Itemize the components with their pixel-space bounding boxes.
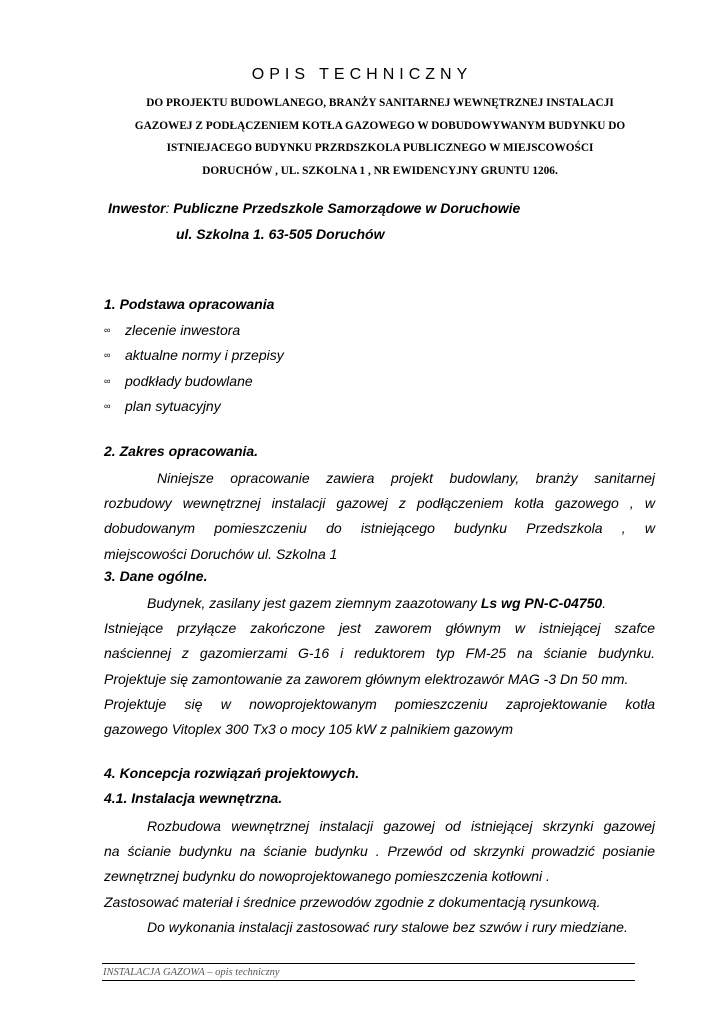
list-item — [104, 369, 284, 394]
footer-rule-top — [102, 963, 635, 964]
subtitle-line: ISTNIEJACEGO BUDYNKU PRZRDSZKOLA PUBLICZNEGO W MIEJSCOWOŚCI — [166, 142, 594, 154]
section-4-1-heading: 4.1. Instalacja wewnętrzna. — [104, 790, 283, 806]
text-line: miejscowości Doruchów ul. Szkolna 1 — [104, 545, 338, 562]
document-subtitle — [90, 92, 670, 182]
investor-line — [108, 200, 520, 216]
text-line: Do wykonania instalacji zastosować rury stalowe bez szwów i rury miedziane. — [147, 918, 628, 935]
text-line: Rozbudowa wewnętrznej instalacji gazowej od istniejącej skrzynki gazowej — [147, 818, 655, 834]
subtitle-line: DORUCHÓW , UL. SZKOLNA 1 , NR EWIDENCYJNY GRUNTU 1206. — [202, 164, 558, 177]
section-2-body — [104, 466, 655, 567]
section-3-heading: 3. Dane ogólne. — [104, 568, 208, 584]
investor-name: Publiczne Przedszkole Samorządowe w Doruchowie — [169, 200, 521, 216]
list-item — [104, 394, 284, 419]
text-line — [104, 591, 655, 616]
section-3-body — [104, 591, 655, 742]
list-item-text: podkłady budowlane — [125, 372, 253, 389]
section-4-heading: 4. Koncepcja rozwiązań projektowych. — [104, 765, 360, 781]
list-item — [104, 343, 284, 368]
text-line: dobudowanym pomieszczeniu do istniejącego budynku Przedszkola , w — [104, 520, 655, 537]
gas-standard: Ls wg PN-C-04750 — [480, 595, 603, 611]
list-item-text: zlecenie inwestora — [125, 322, 241, 338]
text-line: rozbudowy wewnętrznej instalacji gazowej z podłączeniem kotła gazowego , w — [104, 495, 655, 512]
basis-list — [104, 318, 284, 419]
text-line: naściennej z gazomierzami G-16 i reduktorem typ FM-25 na ścianie budynku. — [104, 645, 655, 662]
text-line: zewnętrznej budynku do nowoprojektowanego pomieszczenia kotłowni . — [104, 868, 550, 885]
list-item — [104, 318, 284, 343]
text-segment: . — [602, 595, 607, 611]
section-1-heading: 1. Podstawa opracowania — [104, 296, 275, 312]
page-footer: INSTALACJA GAZOWA – opis techniczny — [103, 967, 280, 978]
list-item-text: plan sytuacyjny — [125, 397, 221, 414]
text-line: Projektuje się zamontowanie za zaworem głównym elektrozawór MAG -3 Dn 50 mm. — [104, 670, 629, 687]
bullet-icon: ∞ — [104, 375, 111, 386]
investor-label: Inwestor — [108, 200, 166, 216]
text-line: Niniejsze opracowanie zawiera projekt budowlany, branży sanitarnej — [157, 470, 655, 486]
bullet-icon: ∞ — [104, 325, 111, 335]
text-line: na ścianie budynku na ścianie budynku . Przewód od skrzynki prowadzić posianie — [104, 843, 655, 860]
text-line: gazowego Vitoplex 300 Tx3 o mocy 105 kW z palnikiem gazowym — [104, 720, 514, 737]
text-line: Istniejące przyłącze zakończone jest zaworem głównym w istniejącej szafce — [104, 620, 655, 637]
subtitle-line: GAZOWEJ Z PODŁĄCZENIEM KOTŁA GAZOWEGO W DOBUDOWYWANYM BUDYNKU DO — [134, 119, 626, 132]
document-title: OPIS TECHNICZNY — [251, 66, 473, 83]
subtitle-line: DO PROJEKTU BUDOWLANEGO, BRANŻY SANITARNEJ WEWNĘTRZNEJ INSTALACJI — [146, 97, 614, 109]
footer-rule-bottom — [102, 980, 635, 981]
text-line: Zastosować materiał i średnice przewodów zgodnie z dokumentacją rysunkową. — [104, 893, 601, 910]
investor-address: ul. Szkolna 1. 63-505 Doruchów — [176, 226, 385, 242]
bullet-icon: ∞ — [104, 400, 111, 411]
section-4-body — [104, 814, 655, 940]
text-segment: Budynek, zasilany jest gazem ziemnym zaazotowany — [147, 595, 481, 611]
investor-separator: : — [165, 200, 170, 216]
section-2-heading: 2. Zakres opracowania. — [104, 443, 259, 459]
text-line: Projektuje się w nowoprojektowanym pomieszczeniu zaprojektowanie kotła — [104, 695, 655, 712]
list-item-text: aktualne normy i przepisy — [125, 347, 284, 364]
bullet-icon: ∞ — [104, 350, 111, 361]
